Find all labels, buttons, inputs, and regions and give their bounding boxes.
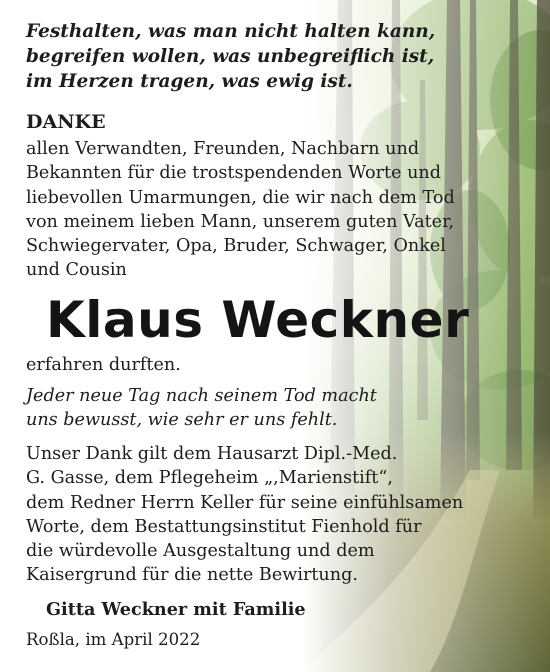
thanks-heading: DANKE: [26, 111, 106, 133]
thanks-line: und Cousin: [26, 260, 127, 281]
gratitude-line: dem Redner Herrn Keller für seine einfühlsamen: [26, 492, 464, 513]
quote-line: Jeder neue Tag nach seinem Tod macht: [26, 386, 377, 406]
place-date: Roßla, im April 2022: [26, 630, 201, 649]
motto-line: Festhalten, was man nicht halten kann,: [26, 21, 436, 42]
quote-text: [26, 384, 377, 433]
thanks-line: von meinem lieben Mann, unserem guten Vater,: [26, 211, 455, 232]
thanks-text: [26, 137, 455, 283]
thanks-line: Bekannten für die trostspendenden Worte und: [26, 163, 441, 184]
quote-line: uns bewusst, wie sehr er uns fehlt.: [26, 410, 338, 431]
thanks-line: liebevollen Umarmungen, die wir nach dem Tod: [26, 187, 455, 208]
gratitude-line: die würdevolle Ausgestaltung und dem: [26, 541, 375, 562]
signature: Gitta Weckner mit Familie: [46, 599, 306, 620]
gratitude-line: G. Gasse, dem Pflegeheim „,Marienstift“,: [26, 468, 393, 489]
motto-line: im Herzen tragen, was ewig ist.: [26, 71, 353, 92]
thanks-line: allen Verwandten, Freunden, Nachbarn und: [26, 139, 420, 159]
deceased-name: Klaus Weckner: [46, 291, 470, 349]
gratitude-text: [26, 442, 463, 588]
motto-verse: [26, 19, 435, 94]
gratitude-line: Unser Dank gilt dem Hausarzt Dipl.-Med.: [26, 444, 398, 464]
motto-line: begreifen wollen, was unbegreiflich ist,: [26, 46, 435, 67]
thanks-line: Schwiegervater, Opa, Bruder, Schwager, Onkel: [26, 236, 446, 257]
gratitude-line: Kaisergrund für die nette Bewirtung.: [26, 565, 358, 586]
after-name-text: erfahren durften.: [26, 355, 181, 375]
gratitude-line: Worte, dem Bestattungsinstitut Fienhold für: [26, 516, 422, 537]
